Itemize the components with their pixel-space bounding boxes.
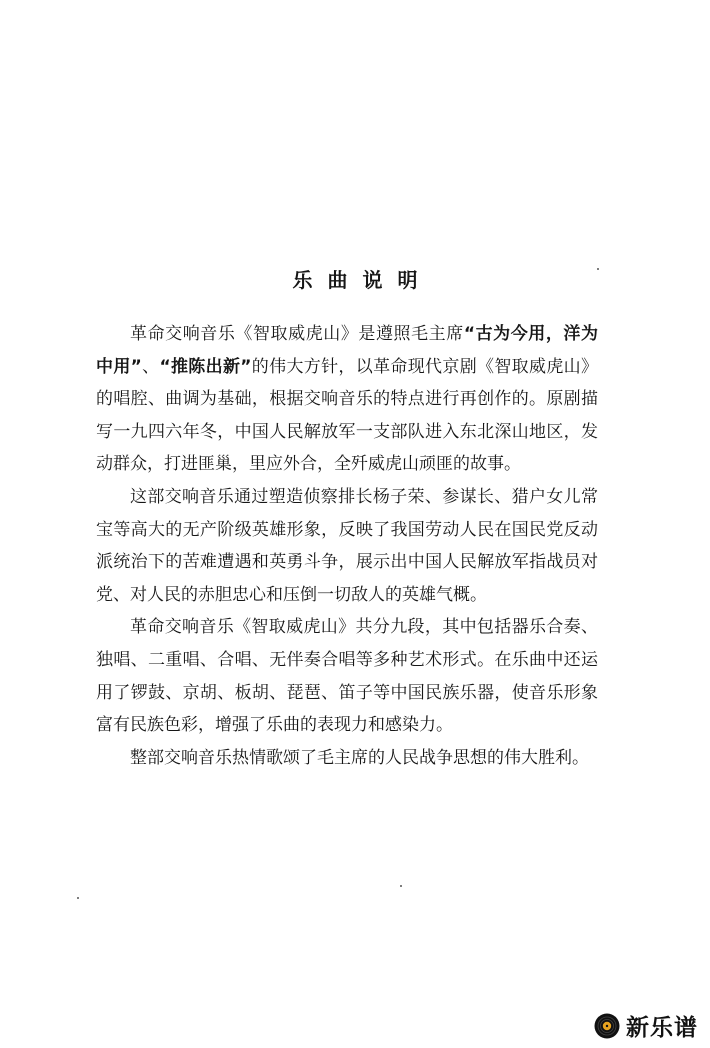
quote-tui-chen-chu-xin: “推陈出新” <box>159 356 252 377</box>
watermark-text: 新乐谱 <box>626 1015 698 1041</box>
paragraph-intro <box>96 318 598 481</box>
paragraph-forms: 革命交响音乐《智取威虎山》共分九段，其中包括器乐合奏、独唱、二重唱、合唱、无伴奏合唱等多种艺术形式。在乐曲中还运用了锣鼓、京胡、板胡、琵琶、笛子等中国民族乐器，使音乐形象富有民族色彩，增强了乐曲的表现力和感染力。 <box>96 617 598 736</box>
paragraph-intro-seg3: 的伟大方针，以革命现代京剧《智取威虎山》的唱腔、曲调为基础，根据交响音乐的特点进行再创作的。原剧描写一九四六年冬，中国人民解放军一支部队进入东北深山地区，发动群众，打进匪巢，里应外合，全歼威虎山顽匪的故事。 <box>96 356 598 475</box>
body-text <box>96 318 598 774</box>
paragraph-intro-seg1: 革命交响音乐《智取威虎山》是遵照毛主席 <box>130 324 464 344</box>
quote-gu-wei-jin-yong: “古为今用，洋为中用” <box>96 324 598 377</box>
page-title: 乐曲说明 <box>292 268 433 292</box>
paragraph-conclusion: 整部交响音乐热情歌颂了毛主席的人民战争思想的伟大胜利。 <box>130 747 589 768</box>
watermark-logo <box>594 1009 698 1042</box>
scan-speck <box>400 885 402 887</box>
paragraph-heroes: 这部交响音乐通过塑造侦察排长杨子荣、参谋长、猎户女儿常宝等高大的无产阶级英雄形象，反映了我国劳动人民在国民党反动派统治下的苦难遭遇和英勇斗争，展示出中国人民解放军指战员对党、对人民的赤胆忠心和压倒一切敌人的英雄气概。 <box>96 486 598 605</box>
scan-speck <box>77 897 79 899</box>
paragraph-intro-seg2: 、 <box>141 356 160 377</box>
vinyl-record-icon <box>594 1013 620 1039</box>
scan-speck <box>597 268 599 270</box>
